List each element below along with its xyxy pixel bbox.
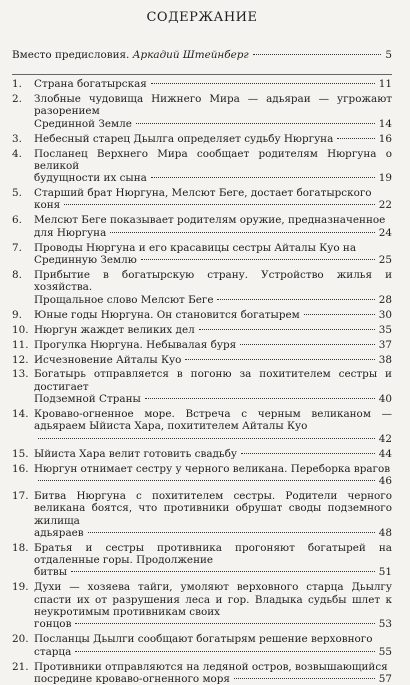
dot-leader [241, 453, 375, 454]
entry-text [34, 93, 392, 130]
entry-title-tail: коня [34, 199, 61, 212]
entry-title-lead: Проводы Нюргуна и его красавицы сестры Айталы Куо на [34, 241, 357, 254]
dot-leader [75, 623, 374, 624]
toc-entry[interactable] [12, 269, 392, 306]
toc-entry[interactable] [12, 354, 392, 366]
entry-last-line [34, 618, 392, 630]
entry-number: 16. [12, 462, 29, 475]
dot-leader [64, 204, 375, 205]
entry-text [34, 581, 392, 630]
toc-entry[interactable] [12, 309, 392, 321]
page-number: 51 [378, 566, 392, 579]
dot-leader [185, 359, 374, 360]
entry-number: 8. [12, 268, 22, 281]
entry-text [34, 187, 392, 212]
entry-last-line [34, 433, 392, 445]
toc-entry[interactable] [12, 214, 392, 239]
page-number: 28 [378, 293, 392, 306]
dot-leader [151, 83, 375, 84]
entry-title-tail: Подземной Страны [34, 393, 141, 406]
entry-title-tail: старца [34, 645, 72, 658]
page-number: 22 [378, 199, 392, 212]
divider [12, 74, 392, 75]
entry-last-line [34, 172, 392, 184]
entry-title-lead: Братья и сестры противника прогоняют богатырей на отдаленные горы. Продолжение [34, 541, 392, 567]
entry-title-tail: для Нюргуна [34, 226, 107, 239]
dot-leader [240, 344, 375, 345]
entry-title-tail: гонцов [34, 618, 72, 631]
entry-title-lead: Нюргун отнимает сестру у черного великана. Переборка врагов [34, 462, 391, 475]
toc-entry[interactable] [12, 542, 392, 579]
entry-number: 20. [12, 633, 29, 646]
entry-title-tail: Ыйиста Хара велит готовить свадьбу [34, 447, 237, 460]
entry-title-lead: Посланцы Дьылги сообщают богатырям решение верховного [34, 633, 373, 646]
dot-leader [253, 54, 382, 55]
entry-number: 17. [12, 489, 29, 502]
entry-last-line [34, 646, 392, 658]
entry-number: 11. [12, 338, 29, 351]
entry-title-lead: Злобные чудовища Нижнего Мира — адьяраи — угрожают разорением [34, 92, 392, 118]
toc-entry[interactable] [12, 463, 392, 488]
entry-last-line [34, 78, 392, 90]
preface-entry[interactable] [12, 48, 392, 62]
entry-last-line [34, 354, 392, 366]
entry-title-tail: Страна богатырская [34, 78, 147, 90]
entry-last-line [34, 448, 392, 460]
entry-text [34, 309, 392, 321]
dot-leader [88, 532, 375, 533]
entry-title-tail: Исчезновение Айталы Куо [34, 353, 182, 366]
page-number: 11 [378, 78, 392, 90]
toc-entry[interactable] [12, 242, 392, 267]
page-number: 53 [378, 618, 392, 631]
page-number: 5 [385, 49, 392, 61]
entry-number: 15. [12, 447, 29, 460]
entry-last-line [34, 118, 392, 130]
entry-number: 5. [12, 187, 22, 200]
entry-title-lead: Кроваво-огненное море. Встреча с черным великаном — адьяраем Ыйиста Хара, похитителем Айталы Куо [34, 408, 392, 433]
entry-last-line [34, 294, 392, 306]
entry-title-lead: Мелсют Беге показывает родителям оружие, предназначенное [34, 214, 386, 227]
page-number: 44 [378, 447, 392, 460]
toc-entry[interactable] [12, 490, 392, 539]
toc-entry[interactable] [12, 187, 392, 212]
entry-number: 18. [12, 541, 29, 554]
dot-leader [199, 329, 375, 330]
dot-leader [145, 398, 375, 399]
entry-title-tail: будущности их сына [34, 172, 147, 185]
entry-text [34, 542, 392, 579]
entry-title-lead: Старший брат Нюргуна, Мелсют Беге, достает богатырского [34, 187, 372, 200]
entry-text [34, 633, 392, 658]
entry-text [34, 148, 392, 185]
entry-title-tail: Срединной Земле [34, 117, 132, 130]
entry-last-line [34, 254, 392, 266]
entry-title-lead: Богатырь отправляется в погоню за похитителем сестры и достигает [34, 368, 392, 393]
dot-leader [38, 480, 375, 481]
entry-last-line [34, 673, 392, 685]
entry-number: 14. [12, 408, 29, 421]
page-number: 42 [378, 432, 392, 445]
dot-leader [234, 678, 375, 679]
dot-leader [38, 438, 375, 439]
entry-number: 4. [12, 147, 22, 160]
entry-title-tail: Прощальное слово Мелсют Беге [34, 293, 214, 306]
dot-leader [110, 232, 374, 233]
page-number: 30 [378, 308, 392, 321]
dot-leader [136, 123, 375, 124]
page-number: 35 [378, 323, 392, 336]
toc-entry[interactable] [12, 448, 392, 460]
entry-title-tail: Прогулка Нюргуна. Небывалая буря [34, 338, 237, 351]
toc-entry[interactable] [12, 93, 392, 130]
entry-text [34, 463, 392, 488]
entry-number: 10. [12, 323, 29, 336]
entry-title-lead: Посланец Верхнего Мира сообщает родителям Нюргуна о великой [34, 147, 392, 172]
entry-title-lead: Битва Нюргуна с похитителем сестры. Родители черного великана боятся, что противники обрушат своды подземного жилища [34, 489, 392, 527]
entry-title-lead: Духи — хозяева тайги, умоляют верховного старца Дьылгу спасти их от разрушения леса и гор. Владыка судьбы шлет к неукротимым противникам своих [34, 581, 392, 618]
entry-last-line [34, 227, 392, 239]
preface-label: Вместо предисловия. Аркадий Штейнберг [12, 49, 249, 61]
dot-leader [141, 259, 375, 260]
entry-number: 3. [12, 132, 22, 145]
page-number: 37 [378, 338, 392, 351]
entry-number: 13. [12, 368, 29, 381]
entry-last-line [34, 527, 392, 539]
entry-title-tail: посредине кроваво-огненного моря [34, 672, 230, 685]
entry-text [34, 354, 392, 366]
entry-last-line [34, 475, 392, 487]
entry-text [34, 214, 392, 239]
toc-entry[interactable] [12, 339, 392, 351]
dot-leader [151, 177, 375, 178]
entry-text [34, 490, 392, 539]
page-number: 19 [378, 172, 392, 185]
entry-last-line [34, 339, 392, 351]
entry-last-line [34, 566, 392, 578]
entry-text [34, 339, 392, 351]
page-number: 55 [378, 645, 392, 658]
toc-entry[interactable] [12, 581, 392, 630]
page-number: 48 [378, 526, 392, 539]
dot-leader [75, 651, 374, 652]
entry-last-line [34, 324, 392, 336]
entry-last-line [34, 309, 392, 321]
page-number: 57 [378, 672, 392, 685]
entry-text [34, 242, 392, 267]
toc-entry[interactable] [12, 148, 392, 185]
entry-number: 21. [12, 660, 29, 673]
page-number: 24 [378, 226, 392, 239]
toc-entry[interactable] [12, 368, 392, 405]
entry-title-tail: адьяраев [34, 526, 84, 539]
dot-leader [304, 314, 375, 315]
entry-title-tail: битвы [34, 566, 68, 579]
toc-entry[interactable] [12, 633, 392, 658]
entry-text [34, 408, 392, 445]
entry-last-line [34, 393, 392, 405]
toc-entry[interactable] [12, 324, 392, 336]
entry-title-lead: Прибытие в богатырскую страну. Устройство жилья и хозяйства. [34, 268, 392, 294]
entry-number: 9. [12, 308, 22, 321]
page-number: 25 [378, 253, 392, 266]
entry-number: 2. [12, 92, 22, 105]
page-number: 14 [378, 117, 392, 130]
toc-entry[interactable] [12, 78, 392, 90]
entry-text [34, 269, 392, 306]
entry-title-tail: Срединную Землю [34, 253, 137, 266]
entry-last-line [34, 199, 392, 211]
dot-leader [337, 138, 374, 139]
page-title: СОДЕРЖАНИЕ [146, 10, 258, 25]
entry-text [34, 448, 392, 460]
entry-text [34, 368, 392, 405]
entry-title-tail: Нюргун жаждет великих дел [34, 323, 195, 336]
entry-text [34, 78, 392, 90]
preface-author: Аркадий Штейнберг [132, 49, 249, 61]
dot-leader [71, 571, 375, 572]
entry-title-lead: Противники отправляются на ледяной остров, возвышающийся [34, 660, 388, 673]
entry-number: 1. [12, 78, 22, 90]
toc-entry[interactable] [12, 133, 392, 145]
dot-leader [217, 299, 374, 300]
entry-text [34, 661, 392, 685]
entry-number: 19. [12, 581, 29, 594]
entry-number: 12. [12, 353, 29, 366]
toc-list [12, 78, 392, 685]
entry-text [34, 324, 392, 336]
toc-entry[interactable] [12, 661, 392, 685]
entry-last-line [34, 133, 392, 145]
page-number: 40 [378, 393, 392, 406]
entry-title-tail: Юные годы Нюргуна. Он становится богатырем [34, 308, 300, 321]
entry-title-tail: Небесный старец Дьылга определяет судьбу Нюргуна [34, 132, 334, 145]
entry-text [34, 133, 392, 145]
entry-number: 6. [12, 214, 22, 227]
toc-entry[interactable] [12, 408, 392, 445]
page-number: 38 [378, 353, 392, 366]
entry-number: 7. [12, 241, 22, 254]
page-number: 16 [378, 132, 392, 145]
page-number: 46 [378, 474, 392, 487]
